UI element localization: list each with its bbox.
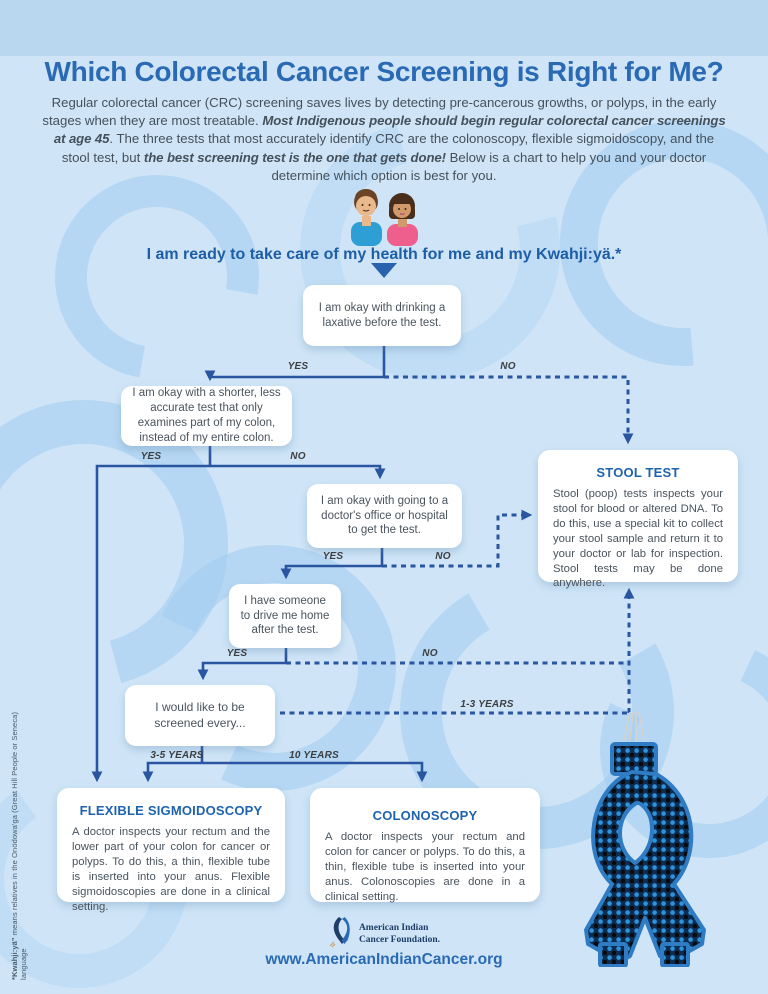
footnote-term: *Kwahji:yä"	[10, 937, 19, 980]
branch-label-no-3: NO	[435, 551, 451, 562]
branch-label-10-years: 10 YEARS	[289, 750, 339, 761]
flow-question-doctors-office: I am okay with going to a doctor's office or hospital to get the test.	[307, 484, 462, 548]
outcome-stool-test	[538, 450, 738, 590]
org-logo	[0, 916, 768, 953]
flow-question-ride-home: I have someone to drive me home after the test.	[229, 584, 341, 648]
flow-question-shorter-test: I am okay with a shorter, less accurate test that only examines part of my colon, instead of my entire colon.	[121, 386, 292, 446]
branch-label-3-5-years: 3-5 YEARS	[150, 750, 204, 761]
intro-text-segment: Below is a chart to help you and your doctor determine which option is best for you.	[271, 149, 707, 183]
connector-no-2	[210, 466, 380, 476]
org-name-line2: Cancer Foundation.	[358, 934, 441, 945]
aicf-ribbon-logo-icon	[328, 916, 352, 953]
branch-label-no-1: NO	[500, 361, 516, 372]
top-band	[0, 0, 768, 56]
connector-3-5-years	[148, 763, 202, 779]
ready-kinship-word: Kwahji:yä.*	[536, 246, 622, 263]
flow-question-laxative: I am okay with drinking a laxative before the test.	[303, 285, 461, 346]
ready-text: I am ready to take care of my health for me and my	[146, 246, 537, 263]
colonoscopy-description: A doctor inspects your rectum and colon for cancer or polyps. To do this, a thin, flexible tube is inserted into your anus. Colonoscopies are done in a clinical setting.	[325, 831, 525, 903]
flow-question-screening-frequency: I would like to be screened every...	[125, 685, 275, 746]
outcome-flexible-sigmoidoscopy	[57, 788, 285, 913]
page-title: Which Colorectal Cancer Screening is Right for Me?	[44, 56, 724, 87]
intro-emphasis: the best screening test is the one that gets done!	[143, 149, 446, 165]
outcome-colonoscopy	[310, 788, 540, 902]
colonoscopy-title: COLONOSCOPY	[372, 808, 478, 823]
ready-statement	[0, 246, 768, 264]
branch-label-1-3-years: 1-3 YEARS	[460, 699, 514, 710]
branch-label-no-4: NO	[422, 648, 438, 659]
footnote-text: means relatives in the Onödowa'ga (Great Hill People or Seneca) language	[10, 711, 28, 980]
branch-label-no-2: NO	[290, 451, 306, 462]
family-illustration	[342, 182, 426, 251]
branch-label-yes-1: YES	[287, 361, 309, 372]
branch-label-yes-2: YES	[140, 451, 162, 462]
org-name	[359, 923, 440, 947]
intro-paragraph	[39, 94, 729, 185]
stool-test-title: STOOL TEST	[596, 465, 680, 480]
connector-yes-1	[210, 377, 384, 378]
website-url[interactable]: www.AmericanIndianCancer.org	[265, 951, 503, 968]
org-name-line1: American Indian	[358, 922, 429, 933]
intro-emphasis: Most Indigenous people should begin regular colorectal cancer screenings at age 45	[53, 113, 726, 147]
intro-text-segment: Regular colorectal cancer (CRC) screening saves lives by detecting pre-cancerous growths, or polyps, in the early stages when they are most treatable.	[42, 95, 717, 129]
stool-test-description: Stool (poop) tests inspects your stool for blood or altered DNA. To do this, use a special kit to collect your stool sample and return it to your doctor or lab for inspection. Stool tests may be done anywhere.	[553, 488, 723, 590]
branch-label-yes-3: YES	[322, 551, 344, 562]
connector-no-1	[384, 377, 628, 441]
intro-text-segment: . The three tests that most accurately identify CRC are the colonoscopy, flexible sigmoidoscopy, and the stool test, but	[61, 131, 715, 165]
branch-label-yes-4: YES	[226, 648, 248, 659]
flexible-sigmoidoscopy-description: A doctor inspects your rectum and the lower part of your colon for cancer or polyps. To do this, a thin, flexible tube is inserted into your anus. Flexible sigmoidoscopies are done in a clinical setting.	[72, 826, 270, 913]
flexible-sigmoidoscopy-title: FLEXIBLE SIGMOIDOSCOPY	[79, 803, 263, 818]
